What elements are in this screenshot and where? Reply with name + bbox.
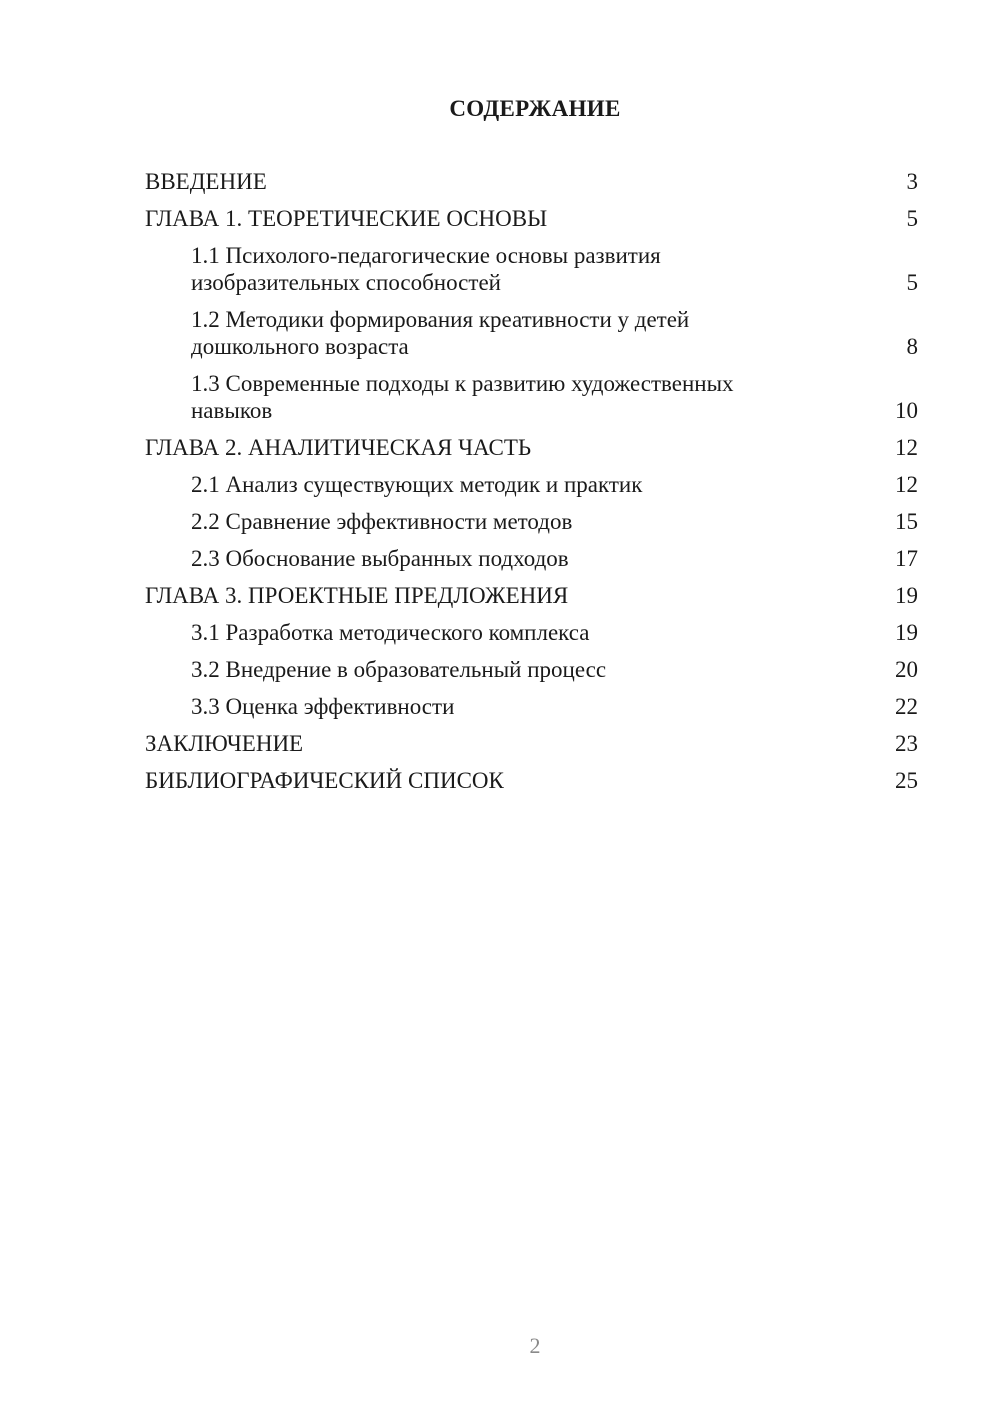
toc-entry-section-2-3[interactable] — [145, 545, 918, 572]
toc-entry-label: 2.1 Анализ существующих методик и практик — [191, 472, 643, 497]
toc-entry-conclusion[interactable] — [145, 730, 918, 757]
toc-entry-page: 17 — [895, 546, 918, 571]
toc-entry-bibliography[interactable] — [145, 767, 918, 794]
toc-entry-section-3-3[interactable] — [145, 693, 918, 720]
toc-entry-section-2-2[interactable] — [145, 508, 918, 535]
toc-entry-chapter-2[interactable] — [145, 434, 918, 461]
toc-entry-label: ГЛАВА 3. ПРОЕКТНЫЕ ПРЕДЛОЖЕНИЯ — [145, 583, 569, 608]
page-title: СОДЕРЖАНИЕ — [449, 96, 621, 121]
toc-entry-section-2-1[interactable] — [145, 471, 918, 498]
toc-entry-page: 23 — [895, 731, 918, 756]
toc-entry-page: 15 — [895, 509, 918, 534]
toc-entry-chapter-1[interactable] — [145, 205, 918, 232]
toc-entry-section-1-1[interactable] — [145, 242, 918, 296]
toc-entry-page: 19 — [895, 583, 918, 608]
toc-entry-section-1-3[interactable] — [145, 370, 918, 424]
toc-entry-page: 8 — [906, 334, 918, 359]
toc-entry-label: 3.1 Разработка методического комплекса — [191, 620, 590, 645]
toc-entry-label: 3.3 Оценка эффективности — [191, 694, 455, 719]
toc-entry-chapter-3[interactable] — [145, 582, 918, 609]
toc-entry-label: 2.3 Обоснование выбранных подходов — [191, 546, 569, 571]
toc-entry-page: 20 — [895, 657, 918, 682]
table-of-contents — [145, 168, 918, 804]
toc-entry-page: 12 — [895, 472, 918, 497]
toc-entry-label: ВВЕДЕНИЕ — [145, 169, 267, 194]
toc-entry-page: 12 — [895, 435, 918, 460]
toc-entry-label: ГЛАВА 2. АНАЛИТИЧЕСКАЯ ЧАСТЬ — [145, 435, 532, 460]
toc-entry-page: 19 — [895, 620, 918, 645]
toc-entry-label: 2.2 Сравнение эффективности методов — [191, 509, 573, 534]
toc-entry-label: ЗАКЛЮЧЕНИЕ — [145, 731, 304, 756]
toc-entry-label: 1.3 Современные подходы к развитию художественных навыков — [191, 371, 734, 423]
toc-entry-section-3-2[interactable] — [145, 656, 918, 683]
toc-entry-page: 10 — [895, 398, 918, 423]
toc-entry-label: 1.2 Методики формирования креативности у детей дошкольного возраста — [191, 307, 690, 359]
toc-entry-page: 22 — [895, 694, 918, 719]
toc-entry-label: ГЛАВА 1. ТЕОРЕТИЧЕСКИЕ ОСНОВЫ — [145, 206, 548, 231]
toc-entry-introduction[interactable] — [145, 168, 918, 195]
toc-entry-section-1-2[interactable] — [145, 306, 918, 360]
toc-entry-label: БИБЛИОГРАФИЧЕСКИЙ СПИСОК — [145, 768, 504, 793]
toc-entry-section-3-1[interactable] — [145, 619, 918, 646]
page-number: 2 — [529, 1333, 541, 1358]
toc-entry-page: 5 — [906, 206, 918, 231]
toc-entry-page: 25 — [895, 768, 918, 793]
toc-entry-label: 1.1 Психолого-педагогические основы развития изобразительных способностей — [191, 243, 661, 295]
toc-entry-label: 3.2 Внедрение в образовательный процесс — [191, 657, 607, 682]
toc-entry-page: 3 — [906, 169, 918, 194]
toc-entry-page: 5 — [906, 270, 918, 295]
